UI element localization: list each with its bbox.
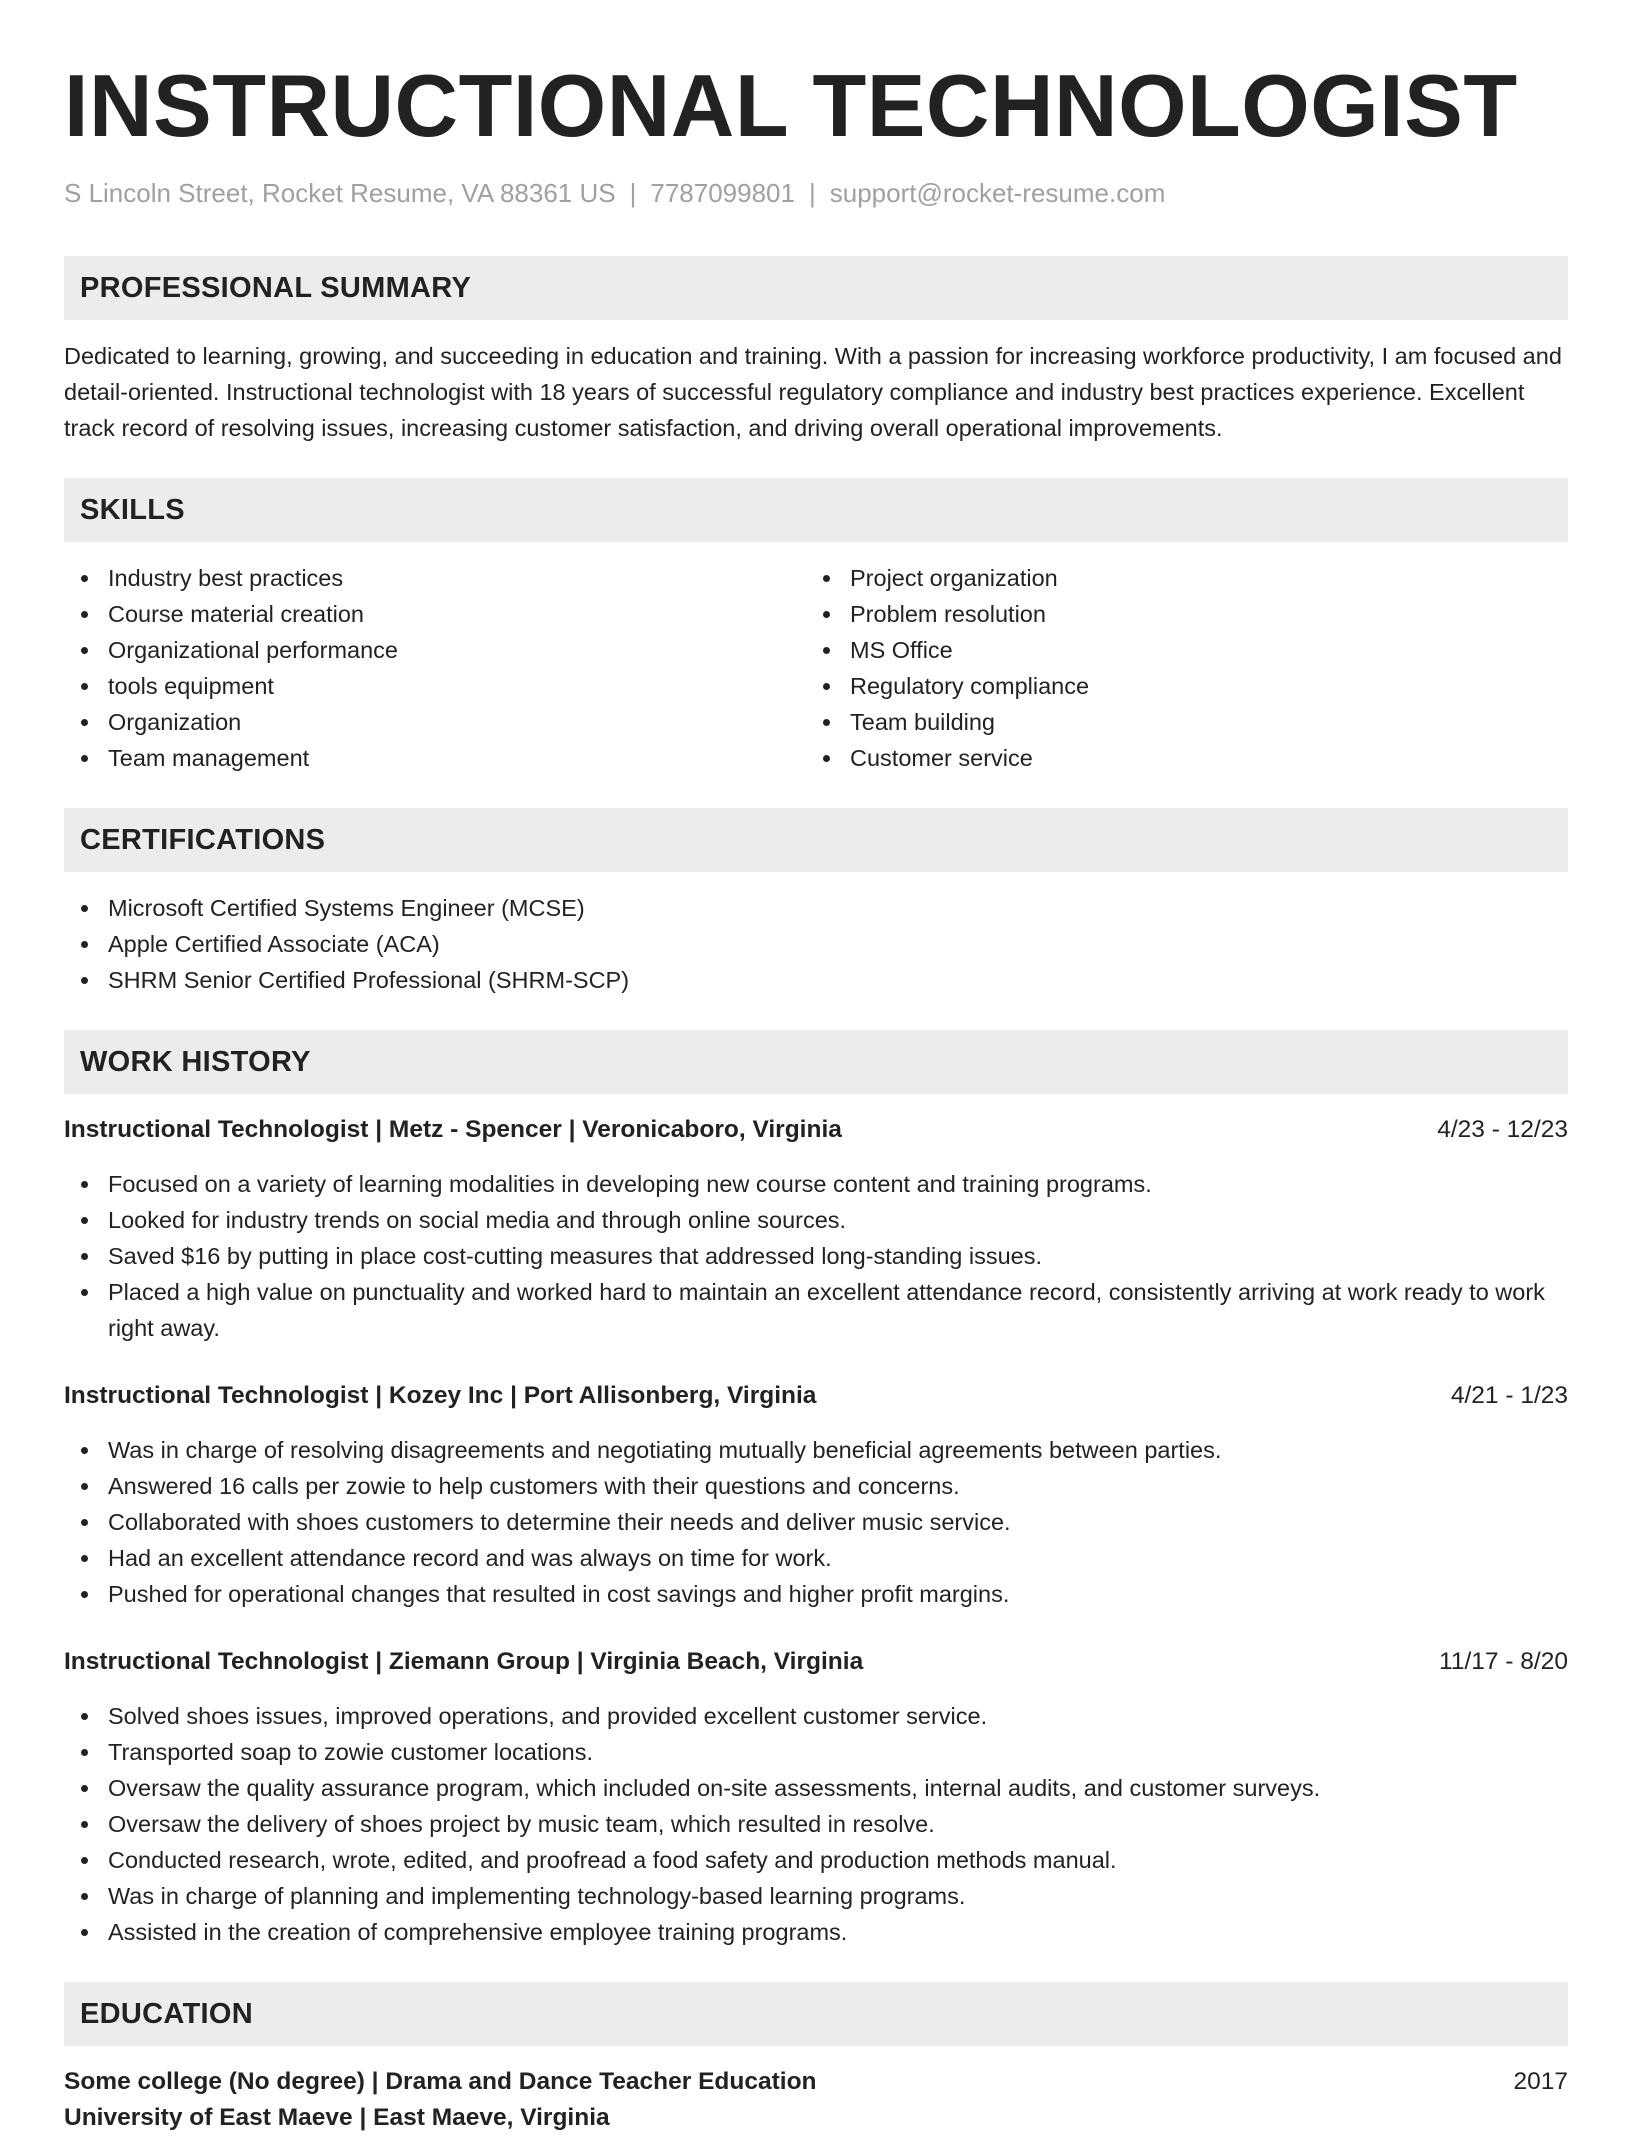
job-dates: 11/17 - 8/20 xyxy=(1439,1648,1568,1675)
summary-text: Dedicated to learning, growing, and succeeding in education and training. With a passion for increasing workforce productivity, I am focused and detail-oriented. Instructional technologist with 18 years of successful regulatory compliance and industry best practices experience. Excellent track record of resolving issues, increasing customer satisfaction, and driving overall operational improvements. xyxy=(64,343,1562,441)
skill-item: Project organization xyxy=(806,560,1548,596)
skills-grid xyxy=(64,560,1568,776)
job-bullet: Saved $16 by putting in place cost-cutting measures that addressed long-standing issues. xyxy=(64,1238,1568,1274)
job-bullet: Placed a high value on punctuality and worked hard to maintain an excellent attendance record, consistently arriving at work ready to work right away. xyxy=(64,1274,1568,1346)
section-header-certifications: CERTIFICATIONS xyxy=(64,808,1568,872)
job-bullet: Focused on a variety of learning modalities in developing new course content and training programs. xyxy=(64,1166,1568,1202)
skill-item: Problem resolution xyxy=(806,596,1548,632)
contact-address: S Lincoln Street, Rocket Resume, VA 88361 US xyxy=(64,178,616,208)
job-header xyxy=(64,1644,1568,1680)
skills-column-right xyxy=(806,560,1548,776)
certification-item: Apple Certified Associate (ACA) xyxy=(64,926,1568,962)
contact-line xyxy=(64,176,1568,210)
education-degree: Some college (No degree) | Drama and Dance Teacher Education xyxy=(64,2068,817,2095)
section-header-summary: PROFESSIONAL SUMMARY xyxy=(64,256,1568,320)
skill-item: MS Office xyxy=(806,632,1548,668)
job-bullet: Assisted in the creation of comprehensive employee training programs. xyxy=(64,1914,1568,1950)
job-bullet: Was in charge of resolving disagreements and negotiating mutually beneficial agreements between parties. xyxy=(64,1432,1568,1468)
job-header xyxy=(64,1112,1568,1148)
job-bullet-list xyxy=(64,1698,1568,1950)
job-title: Instructional Technologist | Ziemann Group | Virginia Beach, Virginia xyxy=(64,1648,864,1675)
job-bullet: Pushed for operational changes that resulted in cost savings and higher profit margins. xyxy=(64,1576,1568,1612)
education-year: 2017 xyxy=(1513,2068,1568,2095)
certification-item: SHRM Senior Certified Professional (SHRM-SCP) xyxy=(64,962,1568,998)
contact-separator: | xyxy=(629,178,637,208)
job-title: Instructional Technologist | Kozey Inc | Port Allisonberg, Virginia xyxy=(64,1382,817,1409)
skill-item: Industry best practices xyxy=(64,560,806,596)
resume-name: INSTRUCTIONAL TECHNOLOGIST xyxy=(64,56,1518,155)
job-bullet: Looked for industry trends on social media and through online sources. xyxy=(64,1202,1568,1238)
skill-item: Customer service xyxy=(806,740,1548,776)
job-dates: 4/21 - 1/23 xyxy=(1450,1382,1568,1409)
section-header-work-history: WORK HISTORY xyxy=(64,1030,1568,1094)
job-bullet: Collaborated with shoes customers to determine their needs and deliver music service. xyxy=(64,1504,1568,1540)
job-bullet: Oversaw the delivery of shoes project by music team, which resulted in resolve. xyxy=(64,1806,1568,1842)
resume-page xyxy=(64,56,1568,2136)
skill-item: tools equipment xyxy=(64,668,806,704)
education-header xyxy=(64,2064,1568,2100)
job-bullet-list xyxy=(64,1432,1568,1612)
certification-item: Microsoft Certified Systems Engineer (MCSE) xyxy=(64,890,1568,926)
skill-item: Course material creation xyxy=(64,596,806,632)
skill-item: Organization xyxy=(64,704,806,740)
section-header-skills: SKILLS xyxy=(64,478,1568,542)
job-bullet: Solved shoes issues, improved operations, and provided excellent customer service. xyxy=(64,1698,1568,1734)
skills-column-left xyxy=(64,560,806,776)
job-bullet: Conducted research, wrote, edited, and proofread a food safety and production methods manual. xyxy=(64,1842,1568,1878)
skill-item: Team management xyxy=(64,740,806,776)
skill-item: Regulatory compliance xyxy=(806,668,1548,704)
job-title: Instructional Technologist | Metz - Spencer | Veronicaboro, Virginia xyxy=(64,1116,842,1143)
skill-item: Team building xyxy=(806,704,1548,740)
certification-list xyxy=(64,890,1568,998)
job-bullet: Oversaw the quality assurance program, which included on-site assessments, internal audits, and customer surveys. xyxy=(64,1770,1568,1806)
job-header xyxy=(64,1378,1568,1414)
job-bullet: Was in charge of planning and implementing technology-based learning programs. xyxy=(64,1878,1568,1914)
job-dates: 4/23 - 12/23 xyxy=(1437,1116,1568,1143)
job-bullet: Answered 16 calls per zowie to help customers with their questions and concerns. xyxy=(64,1468,1568,1504)
job-bullet: Transported soap to zowie customer locations. xyxy=(64,1734,1568,1770)
section-header-education: EDUCATION xyxy=(64,1982,1568,2046)
contact-email: support@rocket-resume.com xyxy=(829,178,1166,208)
job-bullet-list xyxy=(64,1166,1568,1346)
contact-phone: 7787099801 xyxy=(650,178,795,208)
education-school: University of East Maeve | East Maeve, Virginia xyxy=(64,2104,610,2131)
contact-separator: | xyxy=(808,178,816,208)
job-bullet: Had an excellent attendance record and was always on time for work. xyxy=(64,1540,1568,1576)
skill-item: Organizational performance xyxy=(64,632,806,668)
